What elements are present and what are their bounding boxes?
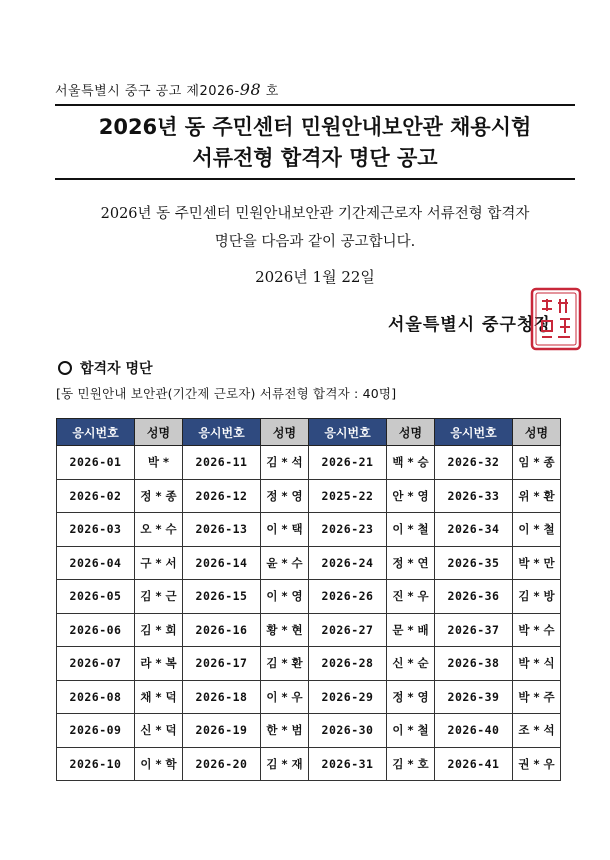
applicant-name-cell: 김 * 희: [135, 613, 183, 647]
applicant-name-cell: 백 * 승: [387, 446, 435, 480]
column-header-exam-number: 응시번호: [435, 419, 513, 446]
column-header-exam-number: 응시번호: [183, 419, 261, 446]
column-header-exam-number: 응시번호: [309, 419, 387, 446]
exam-number-cell: 2026-12: [183, 479, 261, 513]
applicant-name-cell: 박 *: [135, 446, 183, 480]
applicant-name-cell: 이 * 철: [387, 714, 435, 748]
exam-number-cell: 2026-28: [309, 647, 387, 681]
circle-bullet-icon: [58, 361, 72, 375]
document-title: [55, 112, 575, 174]
exam-number-cell: 2026-36: [435, 580, 513, 614]
applicant-name-cell: 박 * 만: [513, 546, 561, 580]
applicant-name-cell: 진 * 우: [387, 580, 435, 614]
table-row: [57, 446, 561, 480]
exam-number-cell: 2026-14: [183, 546, 261, 580]
title-top-rule: [55, 104, 575, 106]
applicant-name-cell: 신 * 순: [387, 647, 435, 681]
applicant-name-cell: 이 * 철: [387, 513, 435, 547]
body-line-2: 명단을 다음과 같이 공고합니다.: [214, 234, 416, 250]
applicant-name-cell: 정 * 종: [135, 479, 183, 513]
applicant-name-cell: 박 * 주: [513, 680, 561, 714]
exam-number-cell: 2026-11: [183, 446, 261, 480]
exam-number-cell: 2026-01: [57, 446, 135, 480]
handwritten-number: 98: [239, 80, 262, 99]
column-header-name: 성명: [513, 419, 561, 446]
title-line-1: 2026년 동 주민센터 민원안내보안관 채용시험: [98, 115, 532, 139]
table-row: [57, 613, 561, 647]
applicant-name-cell: 한 * 범: [261, 714, 309, 748]
exam-number-cell: 2025-22: [309, 479, 387, 513]
applicant-name-cell: 구 * 서: [135, 546, 183, 580]
exam-number-cell: 2026-17: [183, 647, 261, 681]
applicant-name-cell: 박 * 식: [513, 647, 561, 681]
exam-number-cell: 2026-35: [435, 546, 513, 580]
table-row: [57, 513, 561, 547]
table-row: [57, 680, 561, 714]
exam-number-cell: 2026-32: [435, 446, 513, 480]
applicant-name-cell: 신 * 덕: [135, 714, 183, 748]
exam-number-cell: 2026-24: [309, 546, 387, 580]
exam-number-cell: 2026-38: [435, 647, 513, 681]
exam-number-cell: 2026-31: [309, 747, 387, 781]
notice-suffix: 호: [265, 84, 279, 99]
notice-number: [55, 80, 279, 99]
exam-number-cell: 2026-04: [57, 546, 135, 580]
exam-number-cell: 2026-15: [183, 580, 261, 614]
applicant-name-cell: 윤 * 수: [261, 546, 309, 580]
applicant-name-cell: 오 * 수: [135, 513, 183, 547]
exam-number-cell: 2026-27: [309, 613, 387, 647]
exam-number-cell: 2026-08: [57, 680, 135, 714]
applicant-name-cell: 김 * 근: [135, 580, 183, 614]
title-bottom-rule: [55, 178, 575, 180]
applicant-name-cell: 라 * 복: [135, 647, 183, 681]
applicant-name-cell: 위 * 환: [513, 479, 561, 513]
exam-number-cell: 2026-37: [435, 613, 513, 647]
applicant-name-cell: 채 * 덕: [135, 680, 183, 714]
applicant-name-cell: 이 * 학: [135, 747, 183, 781]
exam-number-cell: 2026-29: [309, 680, 387, 714]
applicant-name-cell: 박 * 수: [513, 613, 561, 647]
exam-number-cell: 2026-33: [435, 479, 513, 513]
table-row: [57, 546, 561, 580]
exam-number-cell: 2026-03: [57, 513, 135, 547]
announcement-body: [40, 200, 590, 256]
exam-number-cell: 2026-19: [183, 714, 261, 748]
column-header-name: 성명: [135, 419, 183, 446]
exam-number-cell: 2026-21: [309, 446, 387, 480]
exam-number-cell: 2026-26: [309, 580, 387, 614]
applicant-name-cell: 김 * 석: [261, 446, 309, 480]
table-header-row: [57, 419, 561, 446]
applicant-name-cell: 김 * 방: [513, 580, 561, 614]
applicant-name-cell: 문 * 배: [387, 613, 435, 647]
exam-number-cell: 2026-41: [435, 747, 513, 781]
applicant-name-cell: 정 * 연: [387, 546, 435, 580]
column-header-name: 성명: [387, 419, 435, 446]
exam-number-cell: 2026-20: [183, 747, 261, 781]
title-line-2: 서류전형 합격자 명단 공고: [192, 146, 438, 170]
exam-number-cell: 2026-16: [183, 613, 261, 647]
exam-number-cell: 2026-30: [309, 714, 387, 748]
applicant-name-cell: 정 * 영: [261, 479, 309, 513]
section-heading: [58, 358, 153, 378]
applicant-name-cell: 권 * 우: [513, 747, 561, 781]
applicant-name-cell: 정 * 영: [387, 680, 435, 714]
table-row: [57, 647, 561, 681]
exam-number-cell: 2026-02: [57, 479, 135, 513]
applicant-name-cell: 조 * 석: [513, 714, 561, 748]
applicant-name-cell: 이 * 우: [261, 680, 309, 714]
body-line-1: 2026년 동 주민센터 민원안내보안관 기간제근로자 서류전형 합격자: [100, 206, 530, 222]
exam-number-cell: 2026-10: [57, 747, 135, 781]
successful-applicants-table: [56, 418, 561, 781]
official-seal-icon: [530, 287, 582, 351]
exam-number-cell: 2026-07: [57, 647, 135, 681]
exam-number-cell: 2026-06: [57, 613, 135, 647]
exam-number-cell: 2026-18: [183, 680, 261, 714]
issuer-name: 서울특별시 중구청장: [388, 315, 552, 335]
table-row: [57, 479, 561, 513]
applicant-name-cell: 이 * 철: [513, 513, 561, 547]
applicant-name-cell: 김 * 재: [261, 747, 309, 781]
section-subheading: [동 민원안내 보안관(기간제 근로자) 서류전형 합격자 : 40명]: [56, 386, 397, 401]
exam-number-cell: 2026-13: [183, 513, 261, 547]
section-heading-text: 합격자 명단: [80, 361, 153, 377]
announcement-date: 2026년 1월 22일: [255, 268, 375, 286]
table-row: [57, 747, 561, 781]
exam-number-cell: 2026-09: [57, 714, 135, 748]
applicant-name-cell: 이 * 택: [261, 513, 309, 547]
applicant-name-cell: 김 * 호: [387, 747, 435, 781]
exam-number-cell: 2026-23: [309, 513, 387, 547]
table-body: [57, 446, 561, 781]
exam-number-cell: 2026-05: [57, 580, 135, 614]
exam-number-cell: 2026-40: [435, 714, 513, 748]
column-header-exam-number: 응시번호: [57, 419, 135, 446]
notice-prefix: 서울특별시 중구 공고 제2026-: [55, 84, 240, 99]
table-row: [57, 580, 561, 614]
applicant-name-cell: 김 * 환: [261, 647, 309, 681]
applicant-name-cell: 안 * 영: [387, 479, 435, 513]
applicant-name-cell: 이 * 영: [261, 580, 309, 614]
column-header-name: 성명: [261, 419, 309, 446]
exam-number-cell: 2026-34: [435, 513, 513, 547]
applicant-name-cell: 황 * 현: [261, 613, 309, 647]
applicant-name-cell: 임 * 종: [513, 446, 561, 480]
table-row: [57, 714, 561, 748]
exam-number-cell: 2026-39: [435, 680, 513, 714]
